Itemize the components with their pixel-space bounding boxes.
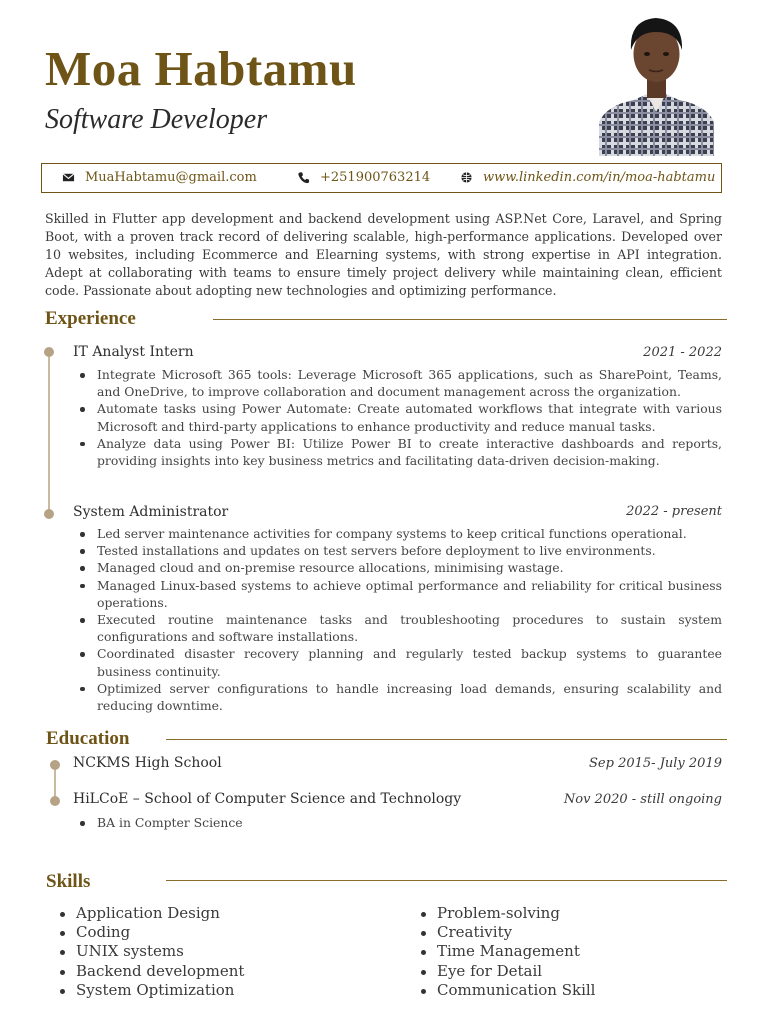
list-item: Analyze data using Power BI: Utilize Power BI to create interactive dashboards and reports, providing insights into key business metrics and facilitating data-driven decision-making. (73, 435, 722, 469)
skills-left-list (46, 904, 376, 1000)
job-bullets (73, 525, 722, 714)
timeline-dot (44, 509, 54, 519)
profile-photo (599, 10, 714, 156)
phone-text[interactable]: +251900763214 (320, 170, 431, 185)
profile-photo-image (599, 10, 714, 156)
skill-item: Backend development (46, 962, 376, 981)
list-item: Coordinated disaster recovery planning and regularly tested backup systems to guarantee business continuity. (73, 645, 722, 679)
job-title: System Administrator (73, 504, 229, 520)
skills-divider (166, 880, 727, 881)
globe-icon (460, 171, 473, 184)
candidate-name: Moa Habtamu (45, 41, 357, 96)
school-date: Nov 2020 - still ongoing (563, 792, 722, 807)
experience-heading: Experience (45, 308, 136, 329)
list-item: Managed cloud and on-premise resource allocations, minimising wastage. (73, 559, 722, 576)
timeline-dot (44, 347, 54, 357)
skill-item: Coding (46, 923, 376, 942)
education-heading: Education (46, 728, 130, 749)
list-item: Integrate Microsoft 365 tools: Leverage Microsoft 365 applications, such as SharePoint, Teams, and OneDrive, to improve collaboration and document management across the organization. (73, 366, 722, 400)
contact-email[interactable] (62, 170, 257, 185)
list-item: Managed Linux-based systems to achieve optimal performance and reliability for critical business operations. (73, 577, 722, 611)
profile-summary: Skilled in Flutter app development and backend development using ASP.Net Core, Laravel, and Spring Boot, with a proven track record of delivering scalable, high-performance applications. Developed over 10 websites, including Ecommerce and Elearning systems, with strong expertise in API integration. Adept at collaborating with teams to ensure timely project delivery while maintaining clean, efficient code. Passionate about adopting new technologies and optimizing performance. (45, 211, 722, 298)
skills-right-list (407, 904, 727, 1000)
envelope-icon (62, 171, 75, 184)
skill-item: Application Design (46, 904, 376, 923)
contact-phone[interactable] (297, 170, 430, 185)
school-name: HiLCoE – School of Computer Science and Technology (73, 791, 462, 807)
list-item: BA in Compter Science (73, 814, 473, 831)
education-details (73, 814, 473, 831)
list-item: Tested installations and updates on test servers before deployment to live environments. (73, 542, 722, 559)
skill-item: System Optimization (46, 981, 376, 1000)
skills-heading: Skills (46, 871, 91, 892)
skill-item: Eye for Detail (407, 962, 727, 981)
skill-item: Time Management (407, 942, 727, 961)
list-item: Led server maintenance activities for company systems to keep critical functions operational. (73, 525, 722, 542)
school-date: Sep 2015- July 2019 (589, 756, 722, 771)
job-bullets (73, 366, 722, 469)
timeline-dot (50, 760, 60, 770)
candidate-role: Software Developer (45, 104, 268, 135)
list-item: Optimized server configurations to handle increasing load demands, ensuring scalability and reducing downtime. (73, 680, 722, 714)
experience-timeline (48, 352, 50, 514)
school-name: NCKMS High School (73, 755, 222, 771)
linkedin-link[interactable]: www.linkedin.com/in/moa-habtamu (483, 170, 716, 185)
education-divider (166, 739, 727, 740)
timeline-dot (50, 796, 60, 806)
experience-divider (213, 319, 727, 320)
contact-bar (41, 163, 722, 193)
job-date: 2021 - 2022 (643, 345, 722, 360)
phone-icon (297, 171, 310, 184)
contact-linkedin[interactable] (460, 170, 715, 185)
email-text[interactable]: MuaHabtamu@gmail.com (85, 170, 257, 185)
list-item: Automate tasks using Power Automate: Create automated workflows that integrate with various Microsoft and third-party applications to enhance productivity and reduce manual tasks. (73, 400, 722, 434)
skill-item: Communication Skill (407, 981, 727, 1000)
skill-item: Creativity (407, 923, 727, 942)
skill-item: Problem-solving (407, 904, 727, 923)
job-title: IT Analyst Intern (73, 344, 194, 360)
job-date: 2022 - present (626, 504, 722, 519)
skill-item: UNIX systems (46, 942, 376, 961)
list-item: Executed routine maintenance tasks and troubleshooting procedures to sustain system configurations and software installations. (73, 611, 722, 645)
